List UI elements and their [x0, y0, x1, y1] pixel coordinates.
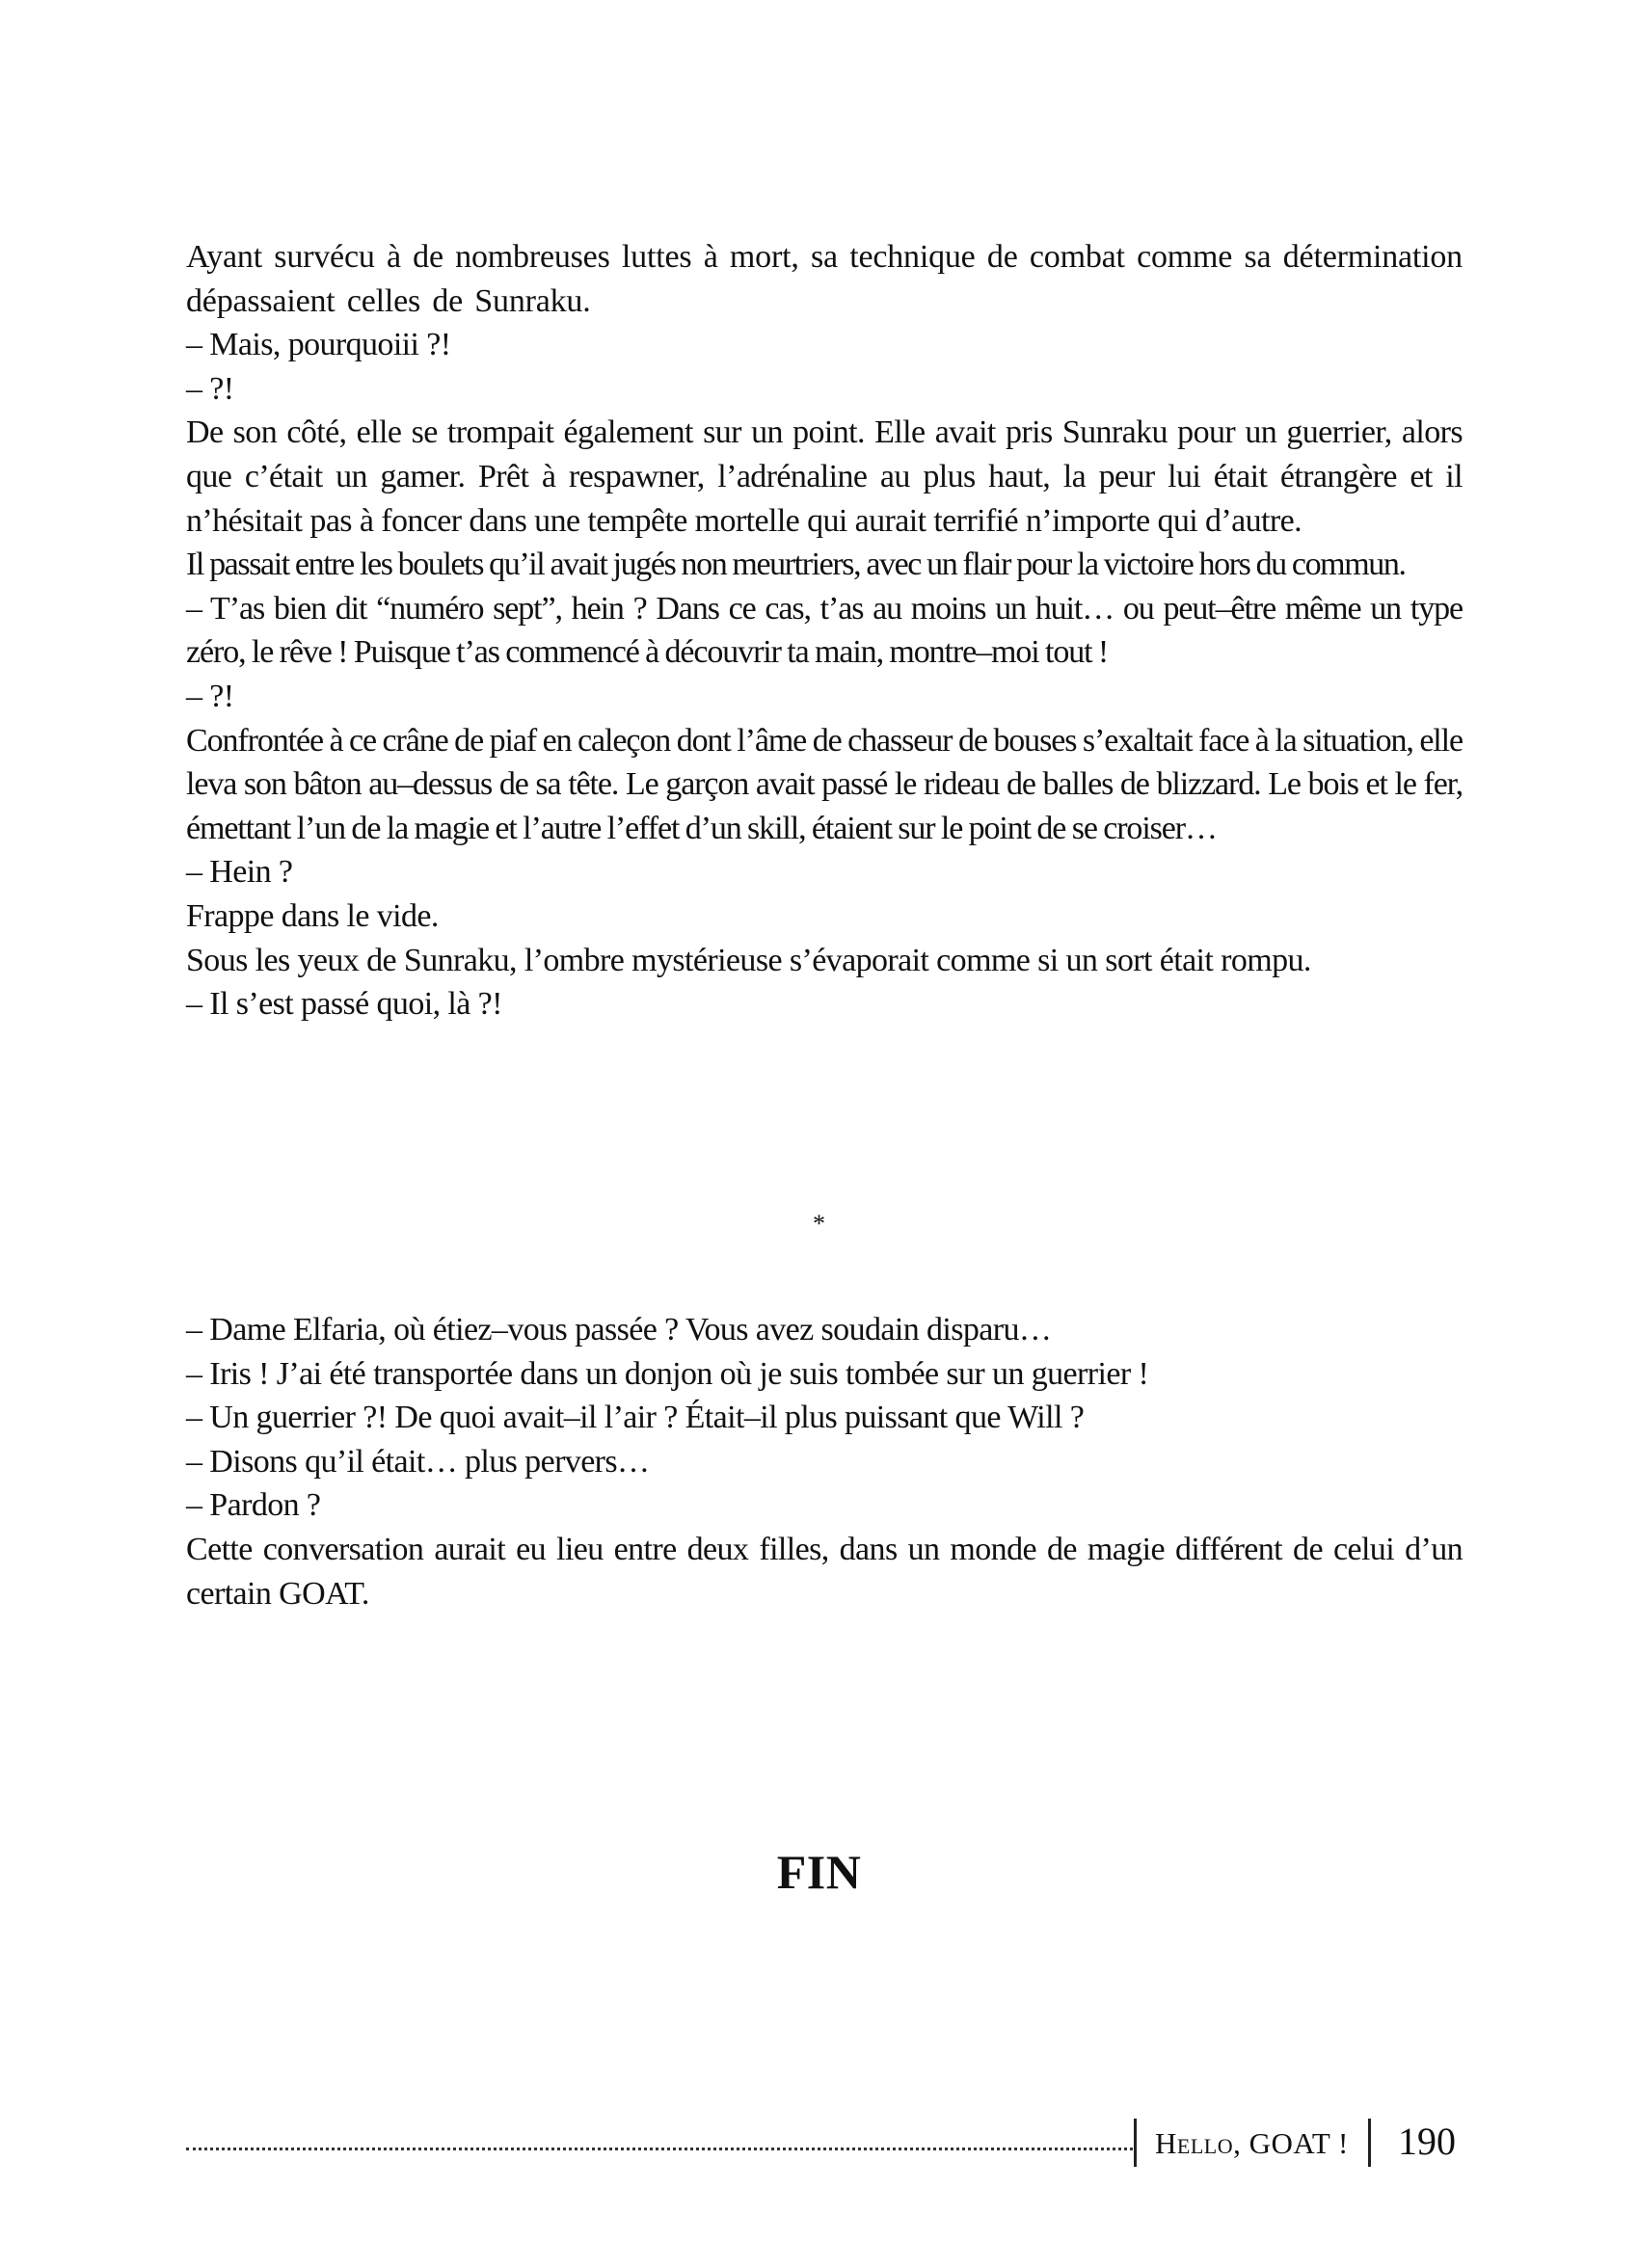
paragraph: Frappe dans le vide.	[186, 897, 439, 934]
footer-dotted-rule	[186, 2148, 1133, 2150]
ending-title: FIN	[776, 1845, 862, 1899]
page-footer	[186, 2117, 1468, 2163]
dialogue-line: – Iris ! J’ai été transportée dans un donjon où je suis tombée sur un guerrier !	[186, 1355, 1149, 1392]
running-title: Hello, GOAT !	[1155, 2126, 1349, 2160]
dialogue-line: – Dame Elfaria, où étiez–vous passée ? Vous avez soudain disparu…	[186, 1312, 1052, 1347]
scene-1-text	[186, 235, 1463, 1027]
dialogue-line: – Disons qu’il était… plus pervers…	[186, 1443, 650, 1480]
dialogue-line: – Un guerrier ?! De quoi avait–il l’air ? Était–il plus puissant que Will ?	[186, 1400, 1085, 1436]
scene-break-asterisk: *	[813, 1210, 825, 1238]
dialogue-line: – Il s’est passé quoi, là ?!	[186, 986, 502, 1023]
footer-separator	[1368, 2119, 1371, 2167]
page-number: 190	[1398, 2120, 1456, 2163]
dialogue-line: – Mais, pourquoiii ?!	[186, 327, 451, 363]
dialogue-line: – Hein ?	[186, 854, 293, 891]
paragraph: Sous les yeux de Sunraku, l’ombre mystérieuse s’évaporait comme si un sort était rompu.	[186, 942, 1311, 978]
paragraph: De son côté, elle se trompait également sur un point. Elle avait pris Sunraku pour un guerrier, alors que c’était un gamer. Prêt à respawner, l’adrénaline au plus haut, la peur lui était étrangère et il n’hésitait pas à foncer dans une tempête mortelle qui aurait terrifié n’importe qui d’autre.	[186, 414, 1463, 539]
dialogue-line: – Pardon ?	[186, 1487, 321, 1524]
paragraph: Il passait entre les boulets qu’il avait jugés non meurtriers, avec un flair pour la victoire hors du commun.	[186, 547, 1406, 583]
paragraph: Cette conversation aurait eu lieu entre deux filles, dans un monde de magie différent de celui d’un certain GOAT.	[186, 1531, 1463, 1612]
dialogue-line: – ?!	[186, 678, 234, 714]
dialogue-line: – ?!	[186, 370, 234, 407]
scene-2-text	[186, 1308, 1463, 1615]
footer-separator	[1134, 2119, 1137, 2167]
dialogue-line: – T’as bien dit “numéro sept”, hein ? Dans ce cas, t’as au moins un huit… ou peut–être même un type zéro, le rêve ! Puisque t’as commencé à découvrir ta main, montre–moi tout !	[186, 590, 1463, 671]
paragraph: Ayant survécu à de nombreuses luttes à mort, sa technique de combat comme sa détermination dépassaient celles de Sunraku.	[186, 239, 1463, 319]
paragraph: Confrontée à ce crâne de piaf en caleçon dont l’âme de chasseur de bouses s’exaltait face à la situation, elle leva son bâton au–dessus de sa tête. Le garçon avait passé le rideau de balles de blizzard. Le bois et le fer, émettant l’un de la magie et l’autre l’effet d’un skill, étaient sur le point de se croiser…	[186, 722, 1463, 846]
